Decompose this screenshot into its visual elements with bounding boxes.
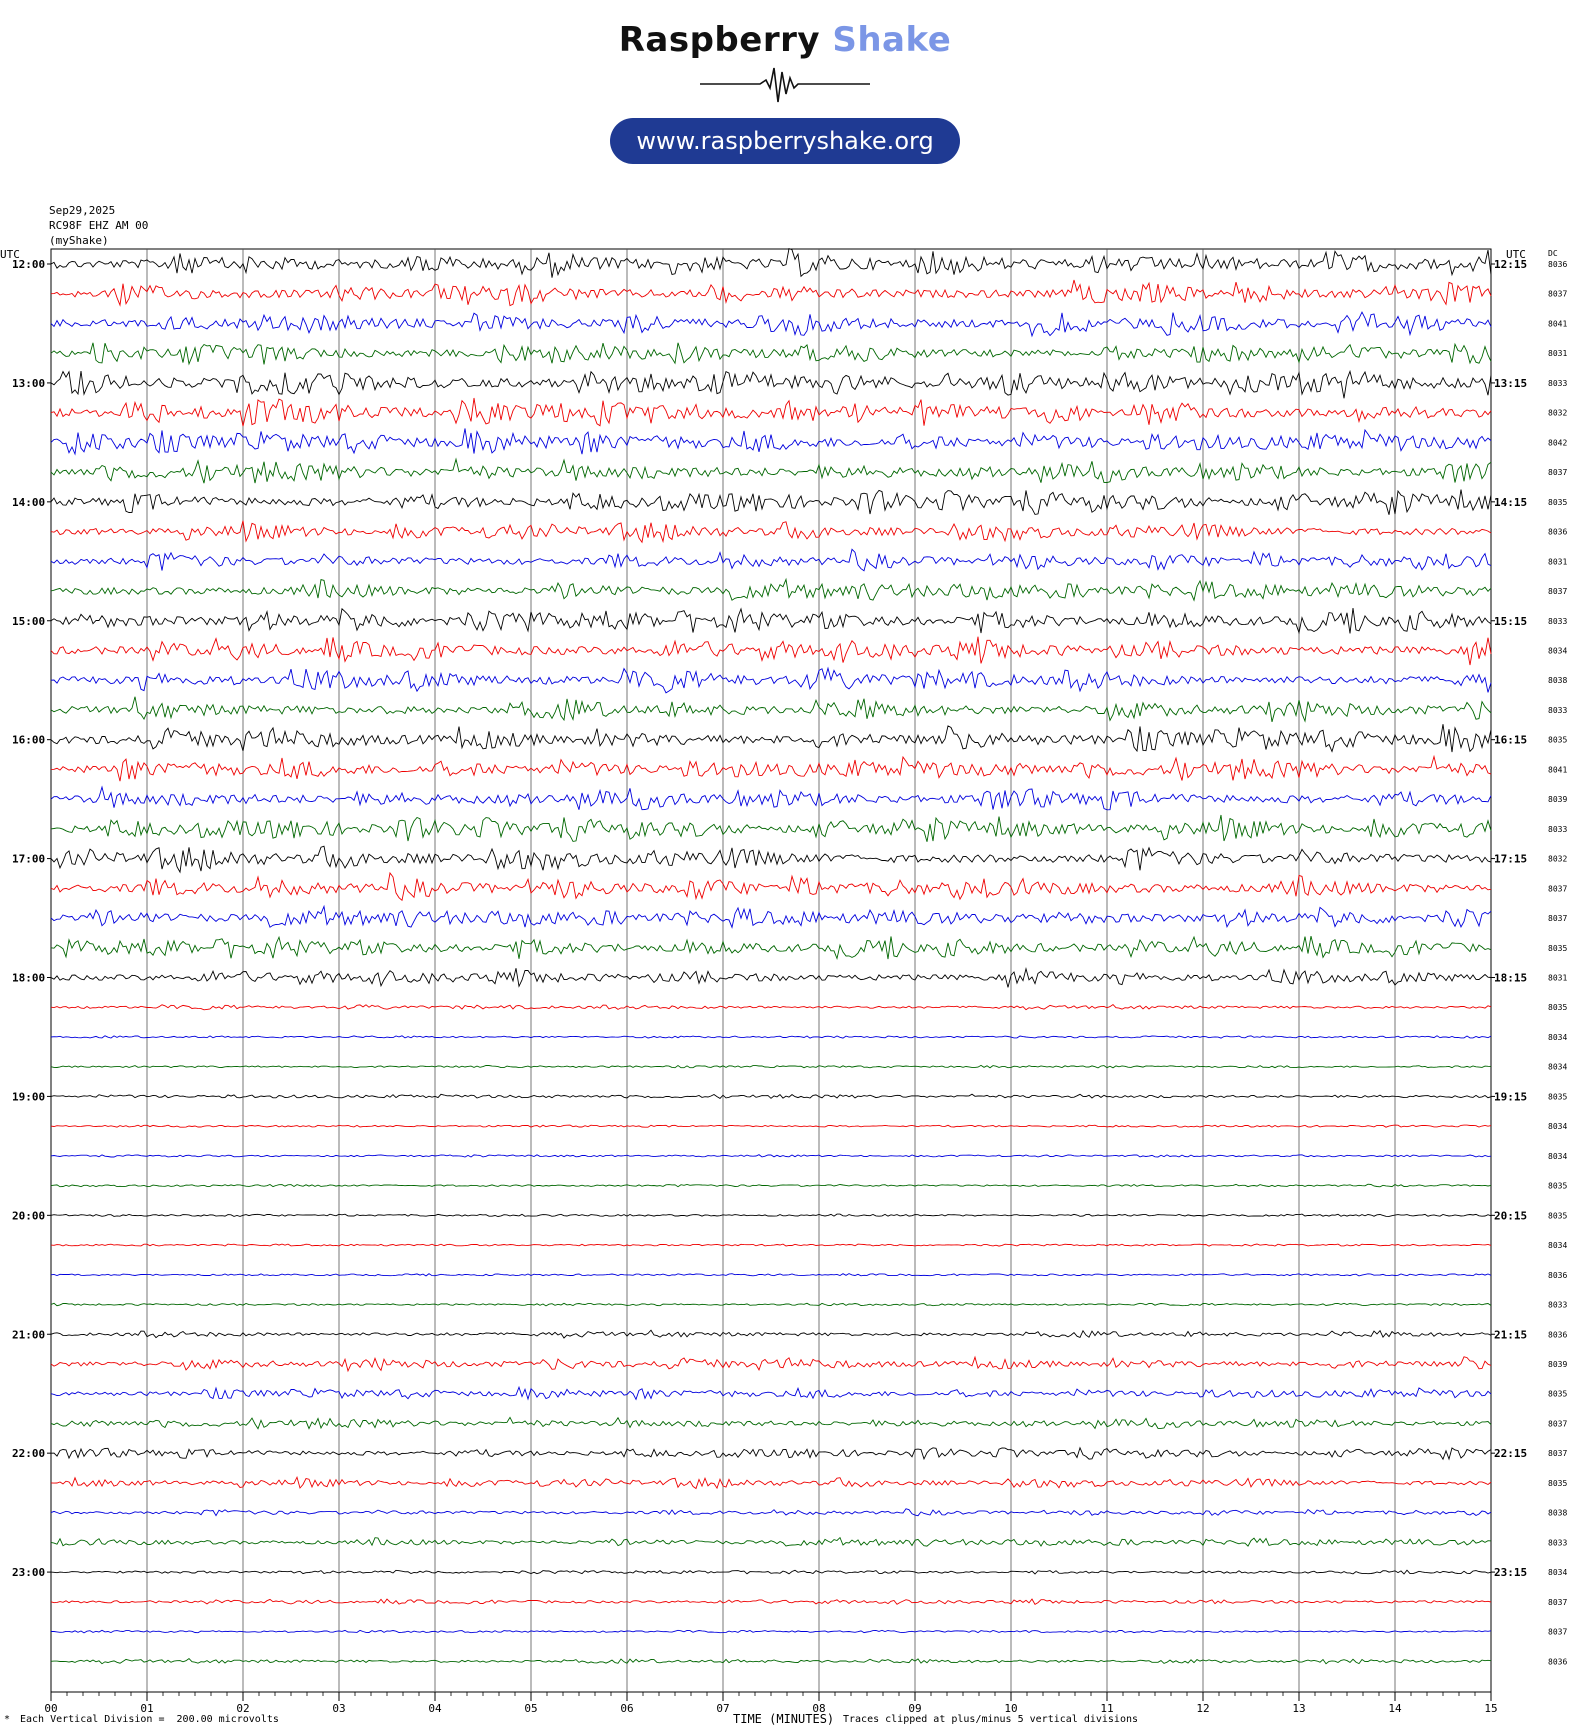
trace-line: [51, 1477, 1491, 1488]
website-url-badge[interactable]: www.raspberryshake.org: [610, 118, 959, 164]
x-tick-label: 11: [1100, 1702, 1114, 1715]
hour-label-right: 17:15: [1494, 852, 1528, 866]
trace-line: [51, 1125, 1491, 1127]
x-tick-label: 15: [1484, 1702, 1498, 1715]
trace-line: [51, 343, 1491, 365]
trace-line: [51, 724, 1491, 752]
trace-line: [51, 873, 1491, 900]
logo-name-part2: Shake: [832, 20, 952, 60]
trace-line: [51, 1448, 1491, 1459]
dc-offset-label: 8037: [1548, 289, 1568, 299]
left-utc-label: UTC: [0, 248, 20, 261]
dc-offset-label: 8036: [1548, 1657, 1568, 1667]
trace-line: [51, 846, 1491, 872]
dc-offset-label: 8035: [1548, 943, 1568, 953]
trace-line: [51, 459, 1491, 483]
dc-offset-label: 8042: [1548, 438, 1568, 448]
trace-line: [51, 1065, 1491, 1068]
trace-line: [51, 1184, 1491, 1187]
trace-line: [51, 906, 1491, 927]
x-tick-label: 08: [812, 1702, 826, 1715]
x-tick-label: 14: [1388, 1702, 1402, 1715]
trace-line: [51, 1094, 1491, 1098]
dc-offset-label: 8031: [1548, 349, 1568, 359]
dc-offset-label: 8037: [1548, 587, 1568, 597]
hour-label-right: 14:15: [1494, 495, 1528, 509]
dc-header: DC: [1548, 249, 1558, 258]
trace-line: [51, 549, 1491, 571]
dc-offset-label: 8037: [1548, 468, 1568, 478]
dc-offset-label: 8036: [1548, 527, 1568, 537]
plot-frame: [51, 249, 1491, 1692]
trace-line: [51, 371, 1491, 398]
trace-line: [51, 280, 1491, 306]
trace-line: [51, 1630, 1491, 1633]
trace-line: [51, 1659, 1491, 1664]
trace-line: [51, 579, 1491, 600]
dc-offset-label: 8041: [1548, 319, 1568, 329]
dc-offset-label: 8034: [1548, 1062, 1568, 1072]
dc-offset-label: 8033: [1548, 616, 1568, 626]
dc-offset-label: 8034: [1548, 1122, 1568, 1132]
trace-line: [51, 1303, 1491, 1306]
x-tick-label: 00: [44, 1702, 58, 1715]
hour-label-right: 15:15: [1494, 614, 1528, 628]
trace-line: [51, 398, 1491, 426]
hour-label-right: 23:15: [1494, 1566, 1528, 1580]
hour-label-left: 18:00: [12, 971, 46, 985]
trace-line: [51, 1387, 1491, 1399]
dc-offset-label: 8038: [1548, 1508, 1568, 1518]
x-tick-label: 04: [428, 1702, 442, 1715]
dc-offset-label: 8036: [1548, 1330, 1568, 1340]
hour-label-left: 21:00: [12, 1328, 46, 1342]
dc-offset-label: 8035: [1548, 497, 1568, 507]
x-axis-title: TIME (MINUTES): [733, 1712, 835, 1726]
x-tick-label: 03: [332, 1702, 346, 1715]
dc-offset-label: 8034: [1548, 1568, 1568, 1578]
record-date: Sep29,2025: [49, 204, 116, 217]
trace-line: [51, 1005, 1491, 1010]
dc-offset-label: 8038: [1548, 676, 1568, 686]
trace-line: [51, 1570, 1491, 1574]
hour-label-right: 22:15: [1494, 1447, 1528, 1461]
trace-line: [51, 1357, 1491, 1371]
dc-offset-label: 8033: [1548, 705, 1568, 715]
dc-offset-label: 8034: [1548, 1241, 1568, 1251]
hour-label-left: 22:00: [12, 1447, 46, 1461]
x-tick-label: 12: [1196, 1702, 1210, 1715]
trace-line: [51, 936, 1491, 959]
right-utc-label: UTC: [1506, 248, 1526, 261]
hour-label-right: 19:15: [1494, 1090, 1528, 1104]
trace-line: [51, 1538, 1491, 1547]
hour-label-left: 13:00: [12, 376, 46, 390]
hour-label-right: 16:15: [1494, 733, 1528, 747]
dc-offset-label: 8035: [1548, 1389, 1568, 1399]
dc-offset-label: 8031: [1548, 557, 1568, 567]
x-tick-label: 10: [1004, 1702, 1018, 1715]
trace-line: [51, 490, 1491, 515]
trace-line: [51, 1417, 1491, 1428]
dc-offset-label: 8036: [1548, 1270, 1568, 1280]
logo-name-part1: Raspberry: [618, 20, 821, 60]
trace-line: [51, 1214, 1491, 1216]
dc-offset-label: 8037: [1548, 1449, 1568, 1459]
trace-line: [51, 757, 1491, 782]
hour-label-left: 15:00: [12, 614, 46, 628]
x-tick-label: 06: [620, 1702, 634, 1715]
dc-offset-label: 8036: [1548, 260, 1568, 269]
data-source: (myShake): [49, 234, 109, 247]
trace-line: [51, 815, 1491, 842]
dc-offset-label: 8037: [1548, 914, 1568, 924]
dc-offset-label: 8034: [1548, 1032, 1568, 1042]
hour-label-left: 14:00: [12, 495, 46, 509]
dc-offset-label: 8037: [1548, 1597, 1568, 1607]
dc-offset-label: 8041: [1548, 765, 1568, 775]
dc-offset-label: 8035: [1548, 735, 1568, 745]
dc-offset-label: 8035: [1548, 1092, 1568, 1102]
hour-label-right: 18:15: [1494, 971, 1528, 985]
dc-offset-label: 8039: [1548, 1359, 1568, 1369]
dc-offset-label: 8033: [1548, 1300, 1568, 1310]
trace-line: [51, 968, 1491, 987]
dc-offset-label: 8032: [1548, 408, 1568, 418]
dc-offset-label: 8034: [1548, 1151, 1568, 1161]
x-tick-label: 05: [524, 1702, 538, 1715]
dc-offset-label: 8037: [1548, 884, 1568, 894]
hour-label-left: 12:00: [12, 258, 46, 271]
trace-line: [51, 1509, 1491, 1516]
trace-line: [51, 637, 1491, 665]
trace-line: [51, 521, 1491, 543]
dc-offset-label: 8035: [1548, 1181, 1568, 1191]
dc-offset-label: 8039: [1548, 795, 1568, 805]
trace-line: [51, 697, 1491, 722]
hour-label-right: 21:15: [1494, 1328, 1528, 1342]
trace-line: [51, 1599, 1491, 1604]
dc-offset-label: 8032: [1548, 854, 1568, 864]
trace-line: [51, 1330, 1491, 1338]
corner-mark: *: [4, 1714, 11, 1725]
vertical-division-note: Each Vertical Division = 200.00 microvolts: [20, 1714, 279, 1725]
hour-label-left: 23:00: [12, 1566, 46, 1580]
dc-offset-label: 8034: [1548, 646, 1568, 656]
dc-offset-label: 8033: [1548, 378, 1568, 388]
clip-note: Traces clipped at plus/minus 5 vertical divisions: [843, 1714, 1139, 1725]
trace-line: [51, 1274, 1491, 1276]
dc-offset-label: 8037: [1548, 1627, 1568, 1637]
trace-line: [51, 1244, 1491, 1246]
hour-label-right: 20:15: [1494, 1209, 1528, 1223]
x-tick-label: 01: [140, 1702, 154, 1715]
trace-line: [51, 668, 1491, 693]
dc-offset-label: 8035: [1548, 1478, 1568, 1488]
dc-offset-label: 8031: [1548, 973, 1568, 983]
x-tick-label: 02: [236, 1702, 250, 1715]
hour-label-left: 20:00: [12, 1209, 46, 1223]
dc-offset-label: 8035: [1548, 1211, 1568, 1221]
hour-label-left: 19:00: [12, 1090, 46, 1104]
plot-labels: [0, 248, 1567, 1715]
dc-offset-label: 8033: [1548, 1538, 1568, 1548]
dc-offset-label: 8033: [1548, 824, 1568, 834]
station-channel: RC98F EHZ AM 00: [49, 219, 149, 232]
hour-label-left: 16:00: [12, 733, 46, 747]
hour-label-right: 13:15: [1494, 376, 1528, 390]
trace-line: [51, 608, 1491, 633]
trace-line: [51, 1155, 1491, 1157]
x-tick-label: 09: [908, 1702, 922, 1715]
dc-offset-label: 8037: [1548, 1419, 1568, 1429]
trace-line: [51, 787, 1491, 810]
hour-label-right: 12:15: [1494, 258, 1528, 271]
seismic-traces: [51, 249, 1491, 1664]
trace-line: [51, 1036, 1491, 1038]
trace-line: [51, 249, 1491, 278]
x-tick-label: 07: [716, 1702, 730, 1715]
hour-label-left: 17:00: [12, 852, 46, 866]
trace-line: [51, 312, 1491, 336]
x-tick-label: 13: [1292, 1702, 1306, 1715]
trace-line: [51, 428, 1491, 454]
dc-offset-label: 8035: [1548, 1003, 1568, 1013]
